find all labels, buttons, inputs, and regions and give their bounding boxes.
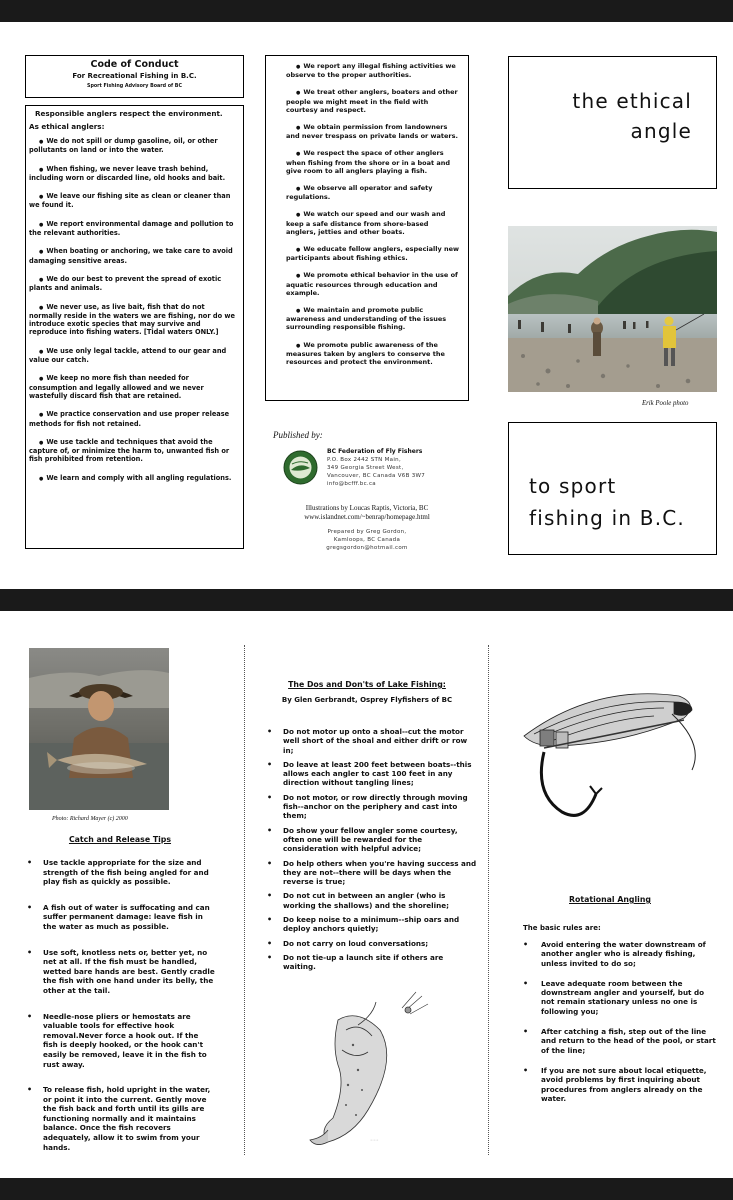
angler-photo-credit: Photo: Richard Mayer (c) 2000	[52, 816, 128, 822]
rotational-text: Avoid entering the water downstream of another angler who is already fishing, unless invited to do so;	[541, 940, 706, 968]
cover-title-2: angle	[630, 119, 692, 143]
divider-left	[244, 645, 245, 1155]
bullet-icon: ●	[296, 308, 301, 315]
publisher-block	[327, 447, 467, 488]
code-lead: As ethical anglers:	[29, 122, 105, 131]
prepared-3: gregsgordon@hotmail.com	[326, 545, 408, 551]
published-label: Published by:	[273, 430, 323, 440]
lake-text: Do not motor, or row directly through moving fish--anchor on the periphery and cast into them;	[283, 792, 468, 821]
code-item	[29, 220, 239, 238]
lake-item	[265, 953, 477, 972]
code-continued-box	[265, 55, 469, 401]
code-item	[29, 303, 239, 337]
code-item	[29, 247, 239, 265]
code2-text: We respect the space of other anglers when fishing from the shore or in a boat and give room to all anglers playing a fish.	[286, 149, 451, 175]
lake-item	[265, 760, 477, 788]
bullet-icon: ●	[296, 186, 301, 193]
cover-subtitle-2: fishing in B.C.	[529, 506, 685, 530]
release-text: Use soft, knotless nets or, better yet, no net at all. If the fish must be handled, wetted bare hands are best. Gently cradle the fish with one hand under its belly, the other at the tail.	[43, 947, 215, 995]
code-list	[29, 137, 239, 483]
published-section	[273, 430, 463, 440]
rotational-text: After catching a fish, step out of the line and return to the head of the pool, or start of the line;	[541, 1027, 716, 1055]
cover-title-1: the ethical	[572, 89, 692, 113]
bullet-icon: ●	[296, 273, 301, 280]
code-item	[29, 438, 239, 464]
code-item	[29, 165, 239, 183]
code-title: Code of Conduct	[90, 59, 179, 70]
bullet-icon: ●	[39, 475, 44, 482]
bullet-icon: ●	[296, 247, 301, 254]
code-text: We do our best to prevent the spread of exotic plants and animals.	[29, 274, 222, 293]
bullet-icon: ●	[39, 221, 44, 228]
code-text: When boating or anchoring, we take care to avoid damaging sensitive areas.	[29, 247, 233, 265]
code-list-box	[25, 105, 244, 549]
rotational-item	[521, 940, 716, 968]
release-text: Use tackle appropriate for the size and strength of the fish being angled for and play fish as quickly as possible.	[43, 858, 209, 887]
code2-text: We maintain and promote public awareness and understanding of the issues surrounding responsible fishing.	[286, 306, 447, 332]
code2-text: We report any illegal fishing activities we observe to the proper authorities.	[286, 62, 456, 80]
code2-item	[286, 341, 460, 367]
lake-text: Do not cut in between an angler (who is working the shallows) and the shoreline;	[283, 891, 449, 910]
release-text: A fish out of water is suffocating and can suffer permanent damage: leave fish in the water as much as possible.	[43, 902, 210, 931]
release-item	[25, 858, 215, 887]
code-text: We keep no more fish than needed for consumption and legally allowed and we never wastefully discard fish that are retained.	[29, 374, 204, 400]
lake-item	[265, 891, 477, 910]
divider-right	[488, 645, 489, 1155]
lake-item	[265, 793, 477, 821]
illustrations-url: www.islandnet.com/~benrap/homepage.html	[304, 513, 430, 521]
lake-text: Do show your fellow angler some courtesy, often one will be rewarded for the consideration with helpful advice;	[283, 825, 458, 854]
rotational-text: Leave adequate room between the downstream angler and yourself, but do not remain stationary unless no one is following you;	[541, 978, 705, 1016]
code-text: We use tackle and techniques that avoid the capture of, or minimize the harm to, unwanted fish or fish prohibited from retention.	[29, 437, 230, 464]
code-header-box	[25, 55, 244, 98]
illustrations-line: Illustrations by Loucas Raptis, Victoria, BC	[305, 504, 429, 512]
code-item	[29, 347, 239, 365]
code2-text: We obtain permission from landowners and never trespass on private lands or waters.	[286, 123, 458, 141]
code2-item	[286, 123, 460, 140]
bullet-icon: ●	[39, 376, 44, 383]
code-item	[29, 137, 239, 155]
bullet-icon: ●	[39, 276, 44, 283]
code-text: We leave our fishing site as clean or cleaner than we found it.	[29, 192, 231, 210]
lake-text: Do keep noise to a minimum--ship oars and deploy anchors quietly;	[283, 915, 460, 934]
cover-subtitle-1: to sport	[529, 474, 617, 498]
bullet-icon: ●	[39, 249, 44, 256]
code2-item	[286, 149, 460, 175]
code-org: Sport Fishing Advisory Board of BC	[87, 84, 182, 89]
lake-title: The Dos and Don'ts of Lake Fishing:	[288, 680, 446, 689]
lake-item	[265, 939, 477, 948]
cover-title-box	[508, 56, 717, 189]
rotational-item	[521, 1066, 716, 1103]
code-item	[29, 474, 239, 483]
release-title: Catch and Release Tips	[68, 835, 172, 844]
code-text: We learn and comply with all angling regulations.	[46, 473, 232, 482]
bullet-icon: ●	[39, 412, 44, 419]
code2-item	[286, 184, 460, 201]
code-text: We use only legal tackle, attend to our gear and value our catch.	[29, 346, 227, 365]
river-anglers-photo	[508, 226, 717, 392]
code2-item	[286, 306, 460, 332]
code2-item	[286, 62, 460, 79]
bullet-icon: ●	[39, 439, 44, 446]
bullet-icon: ●	[296, 151, 301, 158]
lake-item	[265, 859, 477, 887]
code2-list	[286, 62, 460, 366]
illustrations-credit	[262, 504, 472, 522]
lake-text: Do not tie-up a launch site if others are waiting.	[283, 952, 444, 972]
code-item	[29, 192, 239, 210]
rotational-title: Rotational Angling	[569, 895, 651, 904]
lake-text: Do help others when you're having success and they are not--there will be days when the reverse is true;	[283, 858, 477, 887]
lake-item	[265, 826, 477, 854]
release-item	[25, 1085, 215, 1152]
code-text: When fishing, we never leave trash behind, including worn or discarded line, old hooks and bait.	[29, 164, 226, 182]
code-text: We never use, as live bait, fish that do not normally reside in the waters we are fishing, nor do we introduce exotic species that may survive and reproduce into fishing waters. [Tidal waters ONLY.]	[29, 302, 235, 337]
code2-text: We promote public awareness of the measures taken by anglers to conserve the resources and protect the environment.	[286, 340, 445, 367]
lake-item	[265, 915, 477, 934]
top-band	[0, 0, 733, 22]
bullet-icon: ●	[39, 139, 44, 145]
lake-byline: By Glen Gerbrandt, Osprey Flyfishers of BC	[281, 696, 453, 704]
svg-text:◦◦◦: ◦◦◦	[370, 1138, 379, 1144]
prepared-1: Prepared by Greg Gordon,	[327, 529, 407, 535]
publisher-address-2: 349 Georgia Street West,	[327, 465, 404, 471]
bcfff-logo	[283, 450, 318, 485]
river-photo-credit: Erik Poole photo	[642, 400, 689, 407]
publisher-org: BC Federation of Fly Fishers	[327, 448, 423, 455]
code-text: We report environmental damage and pollution to the relevant authorities.	[29, 219, 234, 238]
trout-illustration	[298, 990, 458, 1150]
rotational-item	[521, 1027, 716, 1055]
bullet-icon: ●	[39, 348, 44, 355]
code2-item	[286, 88, 460, 114]
code-item	[29, 374, 239, 400]
code-item	[29, 410, 239, 428]
release-item	[25, 948, 215, 996]
bullet-icon: ●	[39, 166, 44, 173]
code-text: We do not spill or dump gasoline, oil, or other pollutants on land or into the water.	[29, 137, 218, 155]
code-text: We practice conservation and use proper release methods for fish not retained.	[29, 410, 230, 428]
release-item	[25, 903, 215, 932]
rotational-item	[521, 979, 716, 1016]
bullet-icon: ●	[296, 342, 301, 349]
middle-band	[0, 589, 733, 611]
rotational-text: If you are not sure about local etiquette, avoid problems by first inquiring about procedures from anglers already on the water.	[541, 1065, 707, 1103]
code2-item	[286, 210, 460, 236]
bullet-icon: ●	[296, 125, 301, 132]
bullet-icon: ●	[39, 304, 44, 311]
release-text: To release fish, hold upright in the water, or point it into the current. Gently move the fish back and forth until its gills are functioning normally and it maintains balance. Once the fish recovers adequately, allow it to swim from your hands.	[43, 1085, 211, 1152]
code2-text: We educate fellow anglers, especially new participants about fishing ethics.	[286, 245, 460, 263]
cover-subtitle-box	[508, 422, 717, 555]
prepared-by	[262, 528, 472, 552]
code2-text: We treat other anglers, boaters and other people we might meet in the field with courtesy and respect.	[286, 88, 458, 114]
release-item	[25, 1012, 215, 1070]
code2-text: We watch our speed and our wash and keep a safe distance from shore-based anglers, jetties and other boats.	[286, 210, 446, 236]
release-text: Needle-nose pliers or hemostats are valuable tools for effective hook removal.Never force a hook out. If the fish is deeply hooked, or the hook can't easily be removed, leave it in the fish to rust away.	[43, 1011, 207, 1069]
prepared-2: Kamloops, BC Canada	[333, 537, 401, 543]
bottom-band	[0, 1178, 733, 1200]
lake-item	[265, 727, 477, 755]
bullet-icon: ●	[39, 194, 44, 201]
lake-text: Do not motor up onto a shoal--cut the motor well short of the shoal and either drift or row in;	[283, 727, 468, 755]
code2-item	[286, 245, 460, 262]
rotational-lead: The basic rules are:	[523, 924, 601, 932]
code-intro: Responsible anglers respect the environment.	[35, 109, 223, 118]
release-list	[25, 858, 215, 1168]
publisher-email: info@bcfff.bc.ca	[327, 481, 376, 487]
bullet-icon: ●	[296, 90, 301, 97]
angler-holding-fish-photo	[29, 648, 169, 810]
code2-text: We observe all operator and safety regulations.	[286, 184, 433, 202]
publisher-address-1: P.O. Box 2442 STN Main,	[327, 457, 402, 463]
code2-text: We promote ethical behavior in the use of aquatic resources through education and example.	[286, 271, 458, 297]
code-item	[29, 275, 239, 293]
publisher-address-3: Vancouver, BC Canada V6B 3W7	[327, 473, 426, 479]
lake-text: Do not carry on loud conversations;	[283, 938, 429, 948]
rotational-list	[521, 940, 716, 1114]
code2-item	[286, 271, 460, 297]
lake-text: Do leave at least 200 feet between boats--this allows each angler to cast 100 feet in any direction without tangling lines;	[283, 759, 472, 788]
lake-list	[265, 727, 477, 977]
bullet-icon: ●	[296, 212, 301, 219]
bullet-icon: ●	[296, 64, 301, 70]
salmon-fly-illustration	[514, 674, 709, 834]
code-subtitle: For Recreational Fishing in B.C.	[72, 72, 197, 80]
